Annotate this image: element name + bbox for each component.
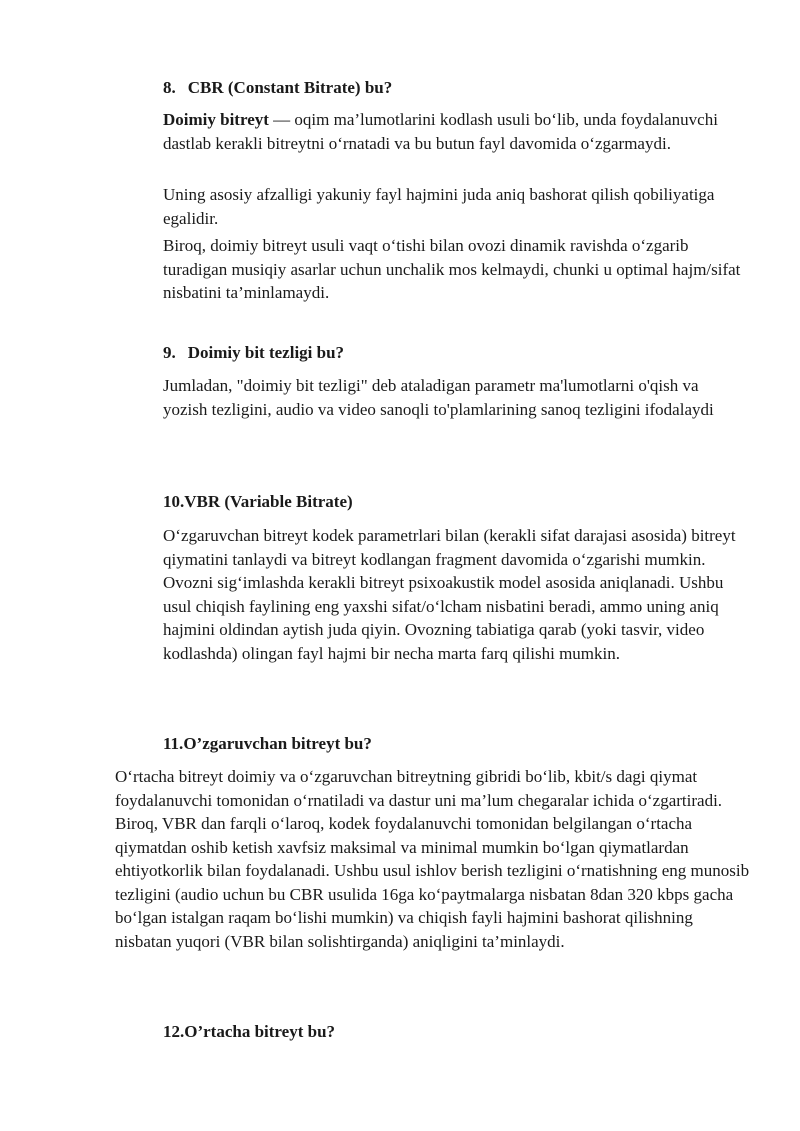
section-heading-11 — [163, 733, 372, 755]
section-number: 8. — [163, 78, 176, 97]
paragraph: O‘rtacha bitreyt doimiy va o‘zgaruvchan bitreytning gibridi bo‘lib, kbit/s dagi qiymat foydalanuvchi tomonidan o‘rnatiladi va dastur uni ma’lum chegaralar ichida o‘zgartiradi. Biroq, VBR dan farqli o‘laroq, kodek foydalanuvchi tomonidan belgilangan o‘rtacha qiymatdan oshib ketish xavfsiz maksimal va minimal mumkin bo‘lgan qiymatlardan ehtiyotkorlik bilan foydalanadi. Ushbu usul ishlov berish tezligini o‘rnatishning eng munosib tezligini (audio uchun bu CBR usulida 16ga ko‘paytmalarga nisbatan 8dan 320 kbps gacha bo‘lgan istalgan raqam bo‘lishi mumkin) va chiqish fayli hajmini bashorat qilishning nisbatan yuqori (VBR bilan solishtirganda) aniqligini ta’minlaydi. — [115, 767, 750, 951]
bold-term: Doimiy bitreyt — [163, 110, 269, 129]
section-title: O’rtacha bitreyt bu? — [184, 1022, 336, 1041]
section-title: CBR (Constant Bitrate) bu? — [187, 78, 393, 97]
section-title: Doimiy bit tezligi bu? — [187, 343, 345, 362]
section-title: O’zgaruvchan bitreyt bu? — [183, 734, 372, 753]
section-title: VBR (Variable Bitrate) — [184, 492, 353, 511]
section-number: 10. — [163, 492, 185, 511]
section-number: 9. — [163, 343, 176, 362]
section-number: 12. — [163, 1022, 185, 1041]
paragraph: Uning asosiy afzalligi yakuniy fayl hajmini juda aniq bashorat qilish qobiliyatiga egalidir. — [163, 185, 715, 228]
paragraph-text: — oqim ma’lumotlarini kodlash usuli bo‘lib, unda foydalanuvchi dastlab kerakli bitreytni o‘rnatadi va bu butun fayl davomida o‘zgarmaydi. — [163, 110, 718, 153]
section-number: 11. — [163, 734, 184, 753]
section-heading-8 — [163, 77, 392, 99]
paragraph: Jumladan, "doimiy bit tezligi" deb ataladigan parametr ma'lumotlarni o'qish va yozish tezligini, audio va video sanoqli to'plamlarining sanoq tezligini ifodalaydi — [163, 376, 714, 419]
section-heading-9 — [163, 342, 344, 364]
paragraph: Biroq, doimiy bitreyt usuli vaqt o‘tishi bilan ovozi dinamik ravishda o‘zgarib turadigan musiqiy asarlar uchun unchalik mos kelmaydi, chunki u optimal hajm/sifat nisbatini ta’minlamaydi. — [163, 236, 741, 302]
paragraph — [163, 108, 743, 155]
section-heading-10 — [163, 491, 353, 513]
paragraph: O‘zgaruvchan bitreyt kodek parametrlari bilan (kerakli sifat darajasi asosida) bitreyt qiymatini tanlaydi va bitreyt kodlangan fragment davomida o‘zgarishi mumkin. Ovozni sig‘imlashda kerakli bitreyt psixoakustik model asosida aniqlanadi. Ushbu usul chiqish faylining eng yaxshi sifat/o‘lcham nisbatini beradi, ammo uning aniq hajmini oldindan aytish juda qiyin. Ovozning tabiatiga qarab (yoki tasvir, video kodlashda) olingan fayl hajmi bir necha marta farq qilishi mumkin. — [163, 526, 736, 663]
section-heading-12 — [163, 1021, 335, 1043]
